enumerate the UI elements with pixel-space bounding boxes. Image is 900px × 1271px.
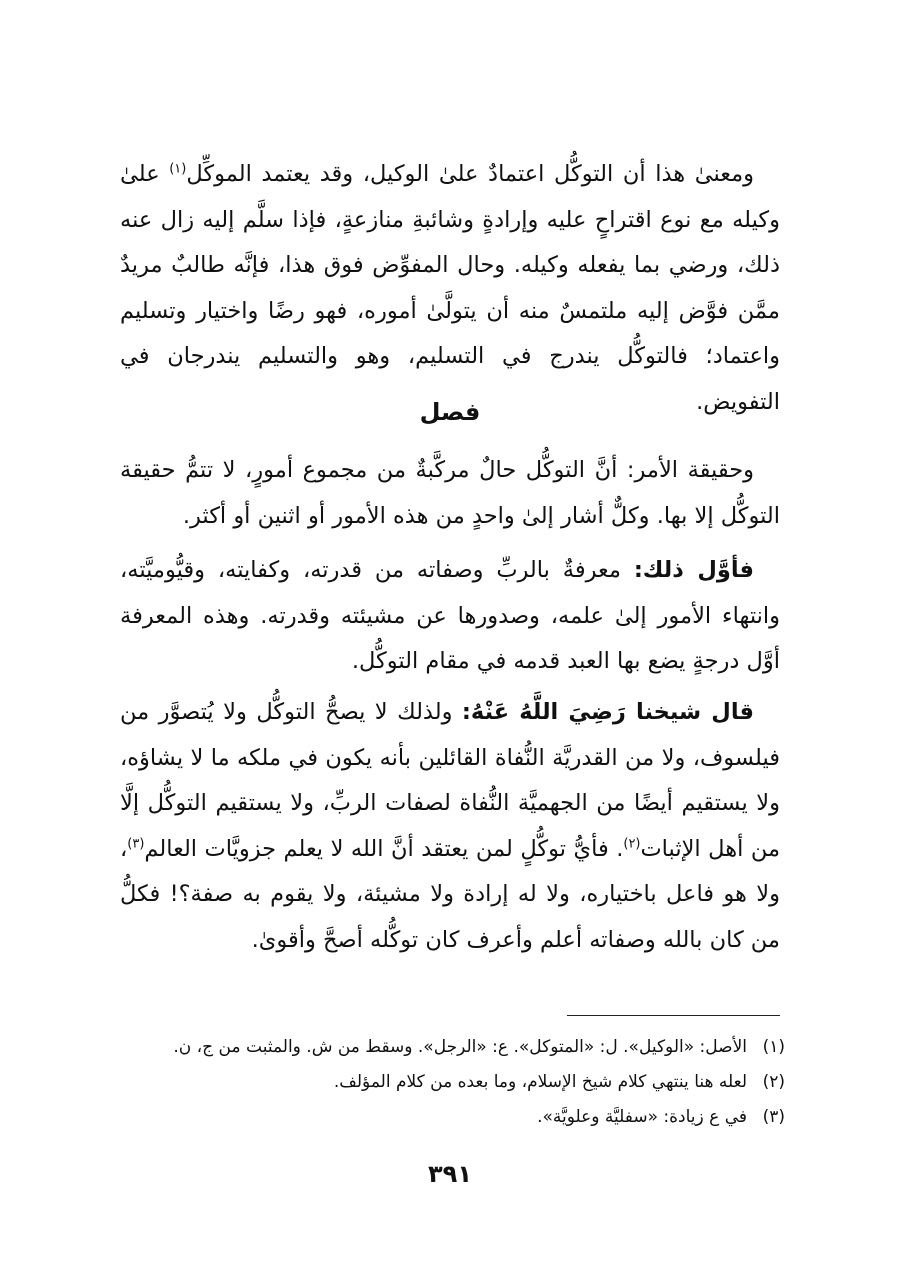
footnote-3-number: (٣)	[762, 1107, 785, 1127]
footnote-3-text: في ع زيادة: «سفليَّة وعلويَّة».	[537, 1107, 747, 1127]
footnote-1	[120, 1030, 785, 1065]
page-number: ٣٩١	[428, 1160, 472, 1188]
paragraph-3-lead: فأوَّل ذلك:	[633, 557, 755, 583]
footnote-ref-1: (١)	[169, 161, 187, 177]
footnote-1-text: الأصل: «الوكيل». ل: «المتوكل». ع: «الرجل». وسقط من ش. والمثبت من ج، ن.	[173, 1037, 747, 1057]
footnote-1-number: (١)	[762, 1037, 785, 1057]
footnote-2-number: (٢)	[762, 1072, 785, 1092]
footnote-separator	[567, 1015, 780, 1016]
paragraph-1-text-rest: علىٰ وكيله مع نوع اقتراحٍ عليه وإرادةٍ وشائبةِ منازعةٍ، فإذا سلَّم إليه زال عنه ذلك، ورضي بما يفعله وكيله. وحال المفوِّض فوق هذا، فإنَّه طالبٌ مريدٌ ممَّن فوَّض إليه ملتمسٌ منه أن يتولَّىٰ أموره، فهو رضًا واختيار وتسليم واعتماد؛ فالتوكُّل يندرج في التسليم، وهو والتسليم يندرجان في التفويض.	[120, 161, 780, 415]
footnote-ref-2: (٢)	[623, 836, 641, 851]
paragraph-4	[120, 690, 780, 963]
paragraph-1	[120, 152, 780, 425]
paragraph-4-text-c: ، ولا هو فاعل باختياره، ولا له إرادة ولا مشيئة، ولا يقوم به صفة؟! فكلُّ من كان بالله وصفاته أعلم وأعرف كان توكُّله أصحَّ وأقوىٰ.	[120, 835, 780, 953]
paragraph-1-text: ومعنىٰ هذا أن التوكُّل اعتمادٌ علىٰ الوكيل، وقد يعتمد الموكِّل	[186, 161, 755, 187]
footnote-3	[120, 1100, 785, 1135]
footnote-ref-3: (٣)	[127, 836, 145, 851]
paragraph-3	[120, 548, 780, 685]
paragraph-2-text: وحقيقة الأمر: أنَّ التوكُّل حالٌ مركَّبةٌ من مجموع أمورٍ، لا تتمُّ حقيقة التوكُّل إلا بها. وكلٌّ أشار إلىٰ واحدٍ من هذه الأمور أو اثنين أو أكثر.	[120, 457, 780, 529]
footnotes-list	[120, 1030, 785, 1135]
footnote-2-text: لعله هنا ينتهي كلام شيخ الإسلام، وما بعده من كلام المؤلف.	[333, 1072, 747, 1092]
section-heading: فصل	[419, 398, 481, 426]
paragraph-4-text-b: . فأيُّ توكُّلٍ لمن يعتقد أنَّ الله لا يعلم جزويَّات العالم	[144, 835, 624, 862]
paragraph-2	[120, 448, 780, 539]
paragraph-4-text-a: ولذلك لا يصحُّ التوكُّل ولا يُتصوَّر من فيلسوف، ولا من القدريَّة النُّفاة القائلين بأنه يكون في ملكه ما لا يشاؤه، ولا يستقيم أيضًا من الجهميَّة النُّفاة لصفات الربِّ، ولا يستقيم التوكُّل إلَّا من أهل الإثبات	[120, 699, 780, 862]
paragraph-4-lead: قال شيخنا رَضِيَ اللَّهُ عَنْهُ:	[461, 699, 755, 725]
footnote-2	[120, 1065, 785, 1100]
paragraph-3-text: معرفةٌ بالربِّ وصفاته من قدرته، وكفايته، وقيُّوميَّته، وانتهاء الأمور إلىٰ علمه، وصدورها عن مشيئته وقدرته. وهذه المعرفة أوَّل درجةٍ يضع بها العبد قدمه في مقام التوكُّل.	[120, 557, 780, 674]
